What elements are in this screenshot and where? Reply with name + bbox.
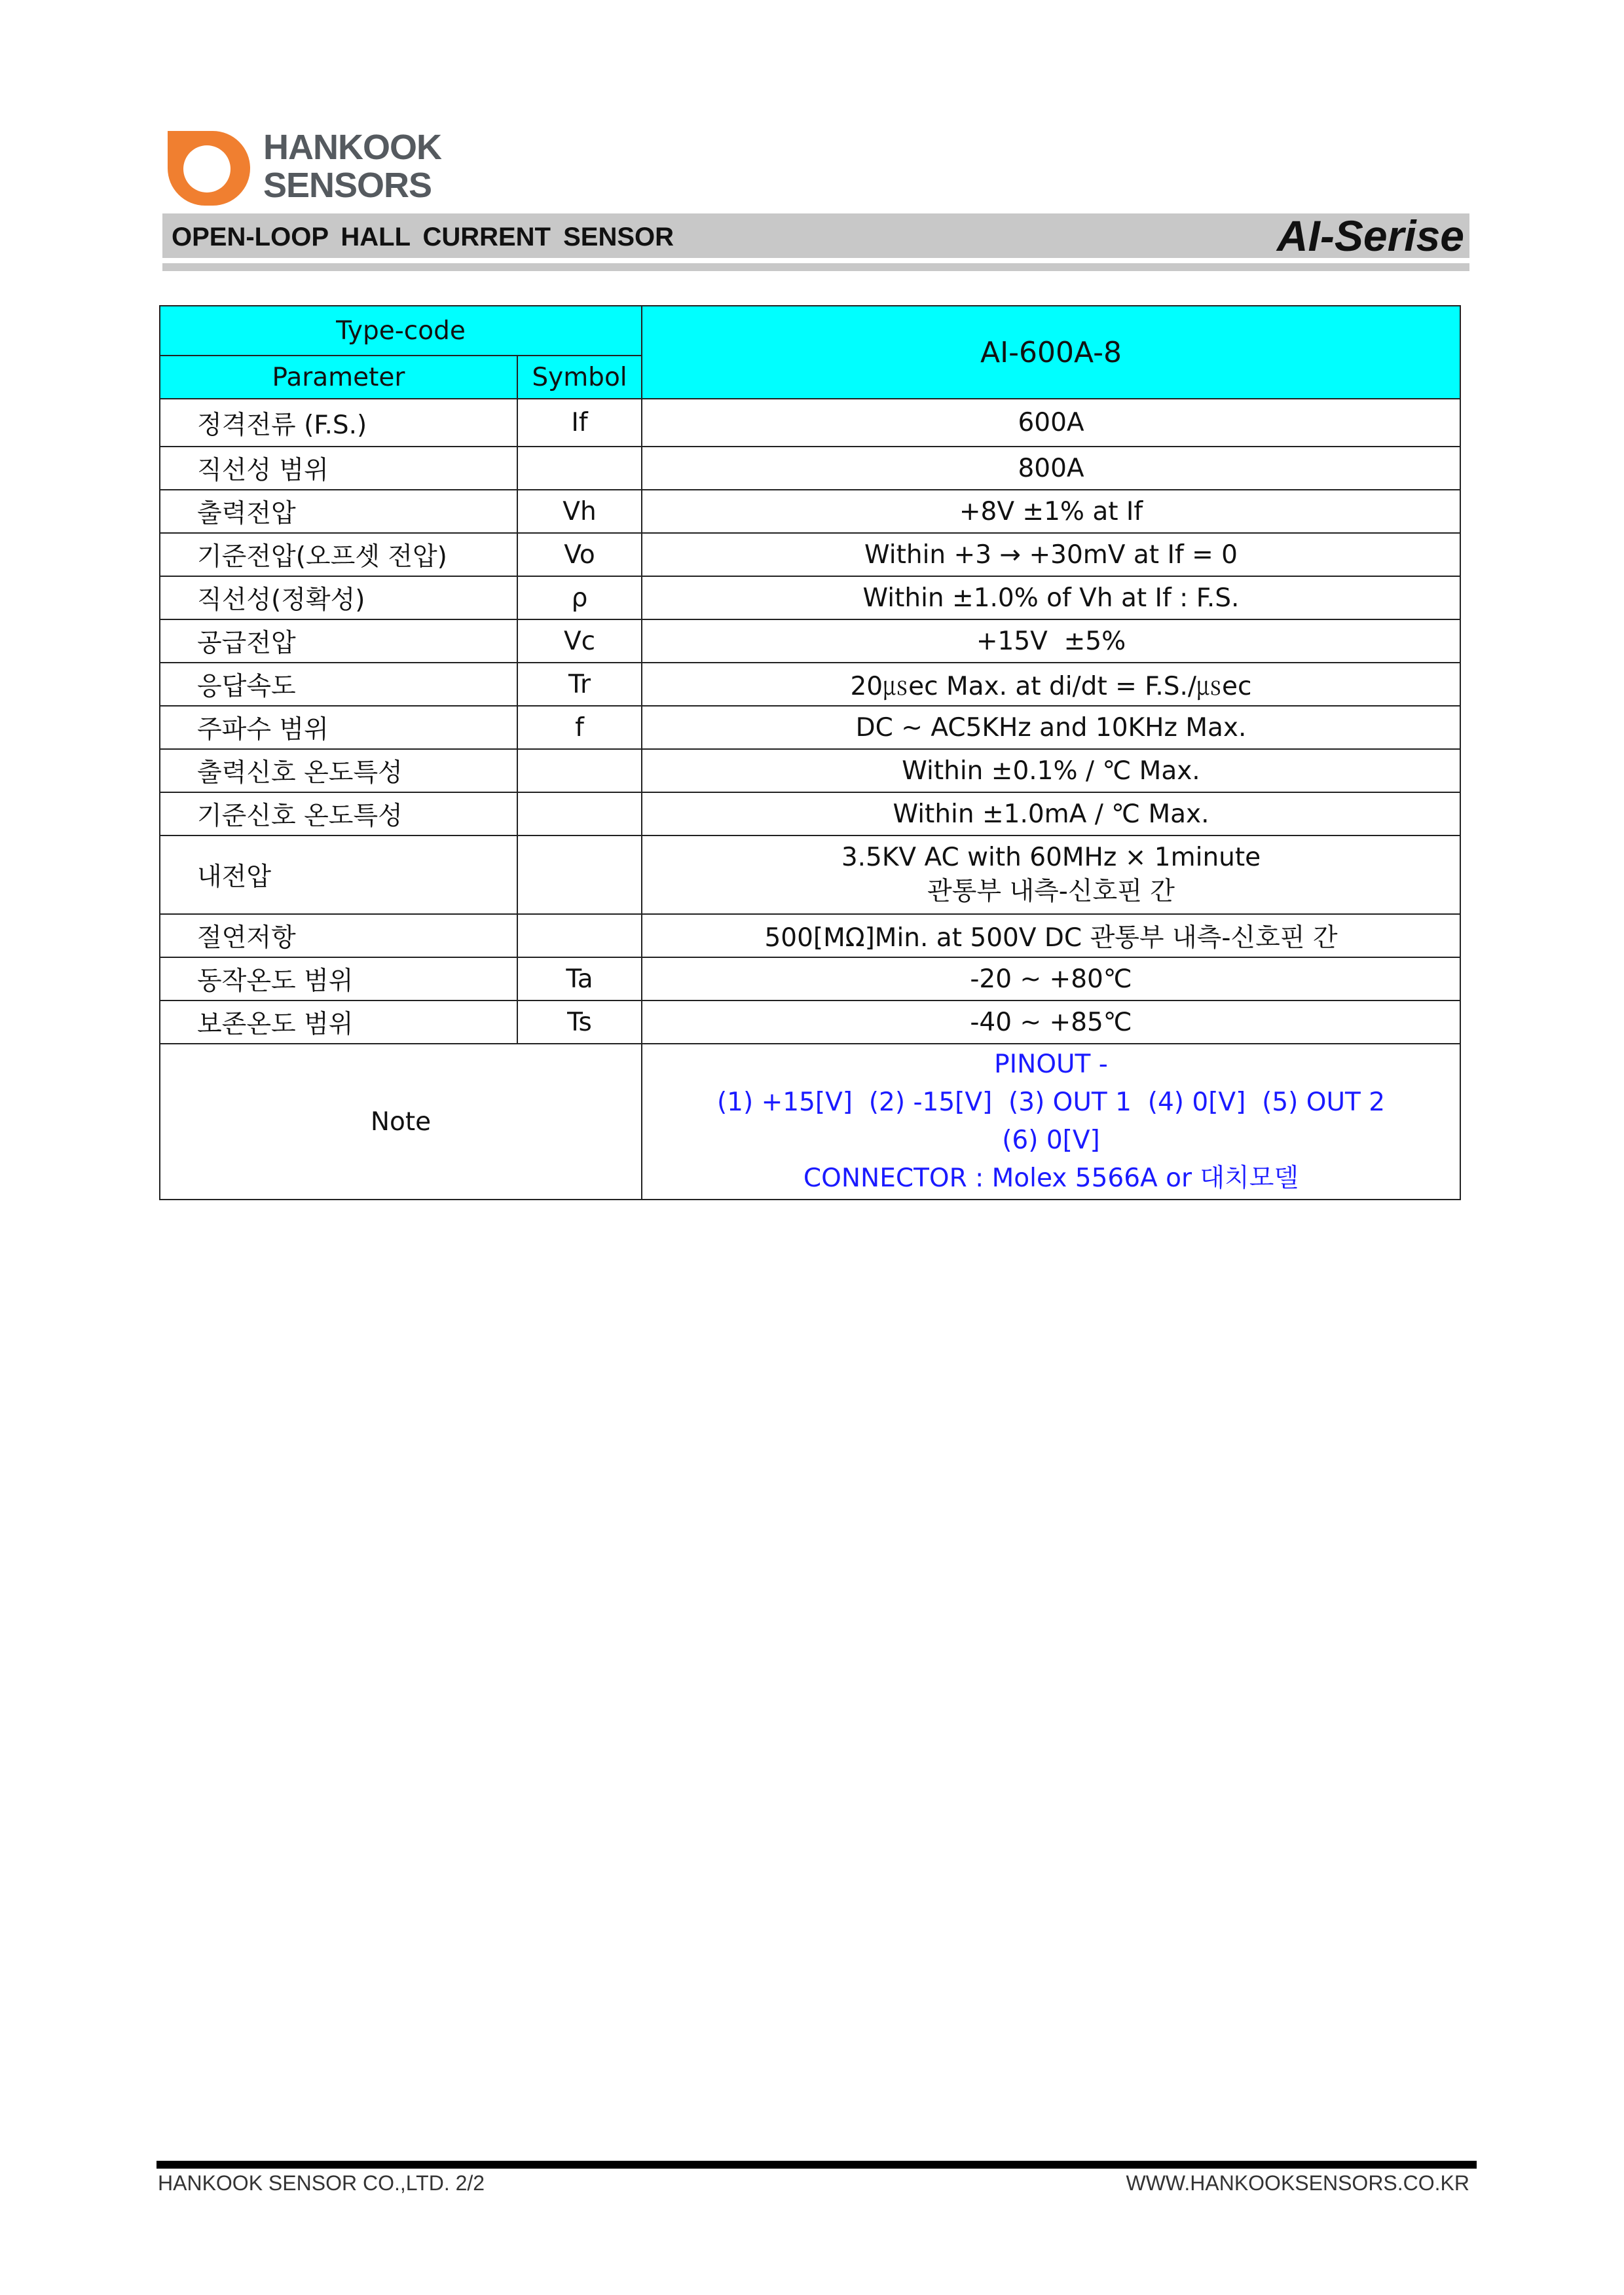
table-row [160,576,1460,619]
param-cell: 직선성 범위 [160,447,517,490]
symbol-cell: Ts [517,1001,642,1044]
symbol-cell: Tr [517,663,642,706]
footer-rule [157,2161,1477,2169]
table-row [160,835,1460,914]
symbol-cell: f [517,706,642,749]
connector-info: CONNECTOR : Molex 5566A or 대치모델 [803,1164,1299,1193]
param-cell: 정격전류 (F.S.) [160,399,517,447]
spec-table [159,305,1461,1200]
param-cell: 응답속도 [160,663,517,706]
value-cell: 800A [642,447,1460,490]
value-cell: -40 ~ +85℃ [642,1001,1460,1044]
symbol-cell: ρ [517,576,642,619]
logo-text-line1: HANKOOK [263,128,441,167]
footer-company-page: HANKOOK SENSOR CO.,LTD. 2/2 [158,2171,485,2195]
param-cell: 출력전압 [160,490,517,533]
table-row [160,399,1460,447]
param-cell: 내전압 [160,835,517,914]
company-logo [168,128,449,210]
pinout-line-1: (1) +15[V] (2) -15[V] (3) OUT 1 (4) 0[V] (5) OUT 2 [716,1088,1386,1117]
note-content [642,1044,1460,1200]
note-label: Note [160,1044,642,1200]
pinout-line-2: (6) 0[V] [1002,1126,1100,1155]
table-row [160,447,1460,490]
value-cell: +8V ±1% at If [642,490,1460,533]
value-cell: 500[MΩ]Min. at 500V DC 관통부 내측-신호핀 간 [642,914,1460,957]
table-row [160,490,1460,533]
param-cell: 동작온도 범위 [160,957,517,1001]
table-row [160,792,1460,835]
value-cell: 600A [642,399,1460,447]
symbol-cell: Vh [517,490,642,533]
table-row [160,619,1460,663]
table-row [160,1001,1460,1044]
symbol-cell [517,792,642,835]
table-row [160,533,1460,576]
value-cell: Within ±1.0% of Vh at If : F.S. [642,576,1460,619]
document-title: OPEN-LOOP HALL CURRENT SENSOR [172,223,674,251]
symbol-cell [517,447,642,490]
series-name: AI-Serise [1276,211,1464,260]
symbol-cell [517,914,642,957]
note-row [160,1044,1460,1200]
param-cell: 공급전압 [160,619,517,663]
value-cell: Within ±0.1% / ℃ Max. [642,749,1460,792]
table-row [160,706,1460,749]
title-underline [162,263,1469,271]
table-header-row [160,306,1460,356]
value-cell: Within +3 → +30mV at If = 0 [642,533,1460,576]
symbol-cell [517,749,642,792]
value-cell: -20 ~ +80℃ [642,957,1460,1001]
logo-mark-icon [168,131,250,206]
param-cell: 기준신호 온도특성 [160,792,517,835]
logo-text [263,128,441,204]
type-code-label: Type-code [160,306,642,356]
param-cell: 절연저항 [160,914,517,957]
logo-text-line2: SENSORS [263,166,432,205]
pinout-title: PINOUT - [994,1050,1108,1079]
param-cell: 기준전압(오프셋 전압) [160,533,517,576]
symbol-cell: Vo [517,533,642,576]
value-cell: +15V ±5% [642,619,1460,663]
model-name: AI-600A-8 [642,306,1460,399]
symbol-cell: If [517,399,642,447]
value-cell [642,835,1460,914]
value-cell: DC ~ AC5KHz and 10KHz Max. [642,706,1460,749]
title-bar [162,213,1469,258]
param-cell: 직선성(정확성) [160,576,517,619]
value-line-1: 3.5KV AC with 60MHz × 1minute [841,843,1261,872]
table-row [160,914,1460,957]
param-cell: 출력신호 온도특성 [160,749,517,792]
param-cell: 주파수 범위 [160,706,517,749]
table-row [160,663,1460,706]
value-cell: Within ±1.0mA / ℃ Max. [642,792,1460,835]
symbol-cell [517,835,642,914]
value-cell: 20㎲ec Max. at di/dt = F.S./㎲ec [642,663,1460,706]
symbol-cell: Vc [517,619,642,663]
table-row [160,749,1460,792]
value-line-2: 관통부 내측-신호핀 간 [927,877,1175,906]
footer-website: WWW.HANKOOKSENSORS.CO.KR [1126,2171,1469,2195]
column-header-symbol: Symbol [517,356,642,399]
symbol-cell: Ta [517,957,642,1001]
table-row [160,957,1460,1001]
param-cell: 보존온도 범위 [160,1001,517,1044]
column-header-parameter: Parameter [160,356,517,399]
